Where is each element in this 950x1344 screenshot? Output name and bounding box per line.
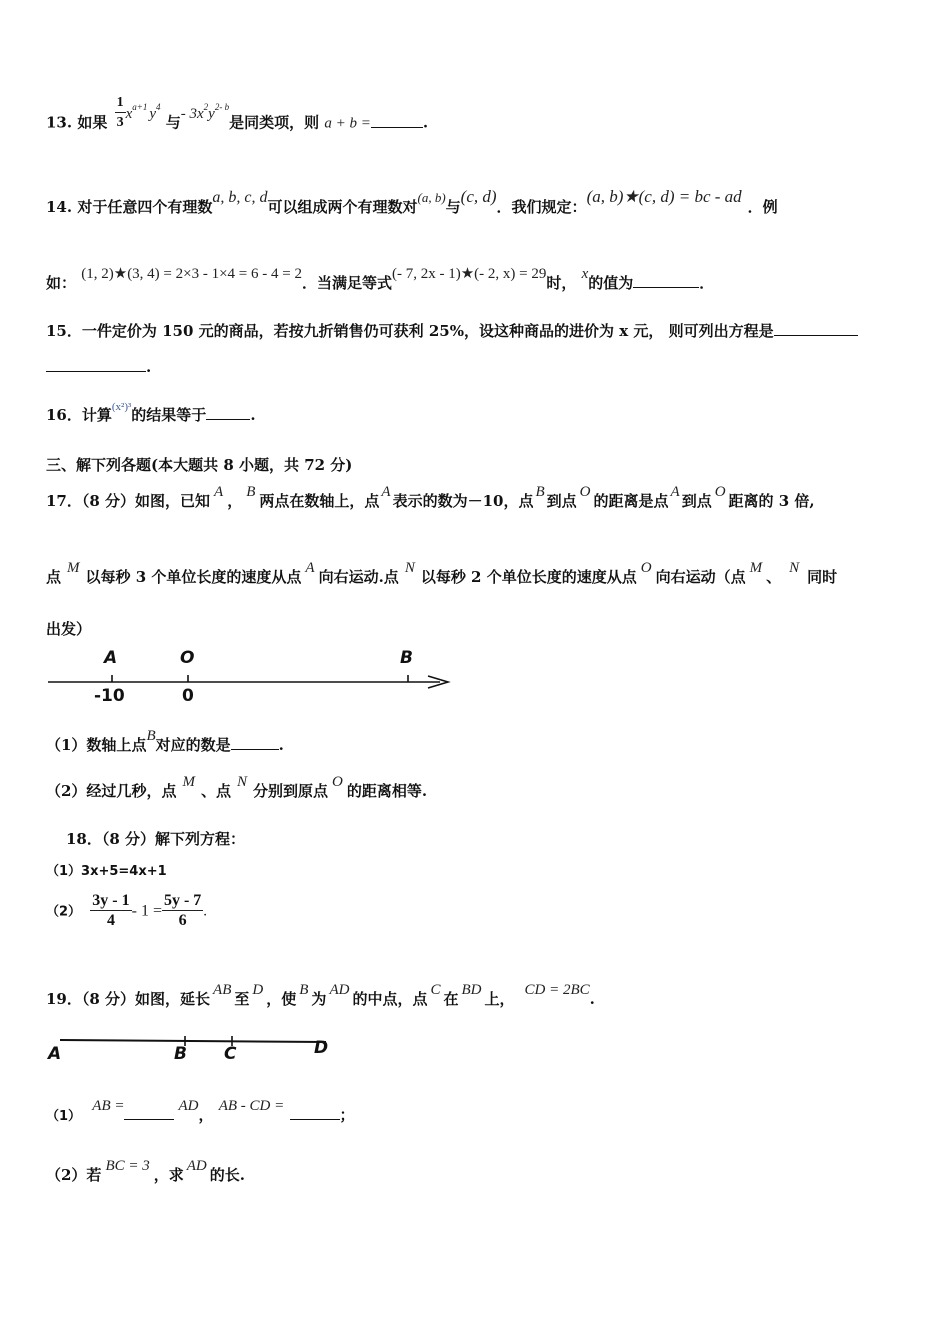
q19-AB: AB <box>213 982 232 998</box>
q14-text-4: ．我们规定： <box>496 198 587 216</box>
q17-text-12: 向右运动（点 <box>655 568 746 586</box>
q18-f1-den: 4 <box>106 912 115 929</box>
segment-label-d: D <box>314 1038 329 1058</box>
q17-B2: B <box>535 484 545 500</box>
q13-text-3: 是同类项，则 <box>229 113 320 132</box>
q17-text-2: 两点在数轴上，点 <box>259 492 380 510</box>
segment-svg <box>48 1030 348 1070</box>
q17-text-10: 向右运动.点 <box>318 568 399 586</box>
q19-text-8: . <box>589 990 595 1008</box>
segment-figure <box>48 1030 348 1070</box>
q17-text-3: 表示的数为－10，点 <box>392 492 534 510</box>
axis-label-b: B <box>400 648 413 668</box>
q19-text-1: 19．（8 分）如图，延长 <box>46 990 211 1008</box>
q13-x: $x^{a+1}$ <box>125 101 148 122</box>
q15-answer-blank-1[interactable] <box>774 334 858 336</box>
segment-label-c: C <box>224 1044 237 1064</box>
q17-p2-text-4: 的距离相等. <box>346 782 428 800</box>
q19-p1-blank-2[interactable] <box>290 1118 340 1120</box>
q19-BD: BD <box>461 982 482 998</box>
axis-label-a: A <box>104 648 118 668</box>
q17-p2-text-3: 分别到原点 <box>252 782 328 800</box>
q17-text-7: 距离的 3 倍, <box>728 492 815 510</box>
q17-text-9: 以每秒 3 个单位长度的速度从点 <box>85 568 302 586</box>
q19-p2-bc: BC = 3 <box>105 1158 150 1174</box>
q19-text-4: 为 <box>311 990 327 1008</box>
q17-comma: ， <box>227 492 243 510</box>
q19-AD: AD <box>329 982 350 998</box>
q17-text-13: 、 <box>766 568 782 586</box>
question-13 <box>46 95 429 143</box>
q14-text-9: 的值为 <box>588 274 634 292</box>
question-16 <box>46 401 256 425</box>
q13-answer-blank[interactable] <box>371 126 423 128</box>
q18-fraction-2 <box>162 892 203 931</box>
q14-text-7: ．当满足等式 <box>301 274 392 292</box>
q13-fraction <box>115 94 126 133</box>
question-15-line-2 <box>46 358 151 376</box>
q14-pair1: (a, b) <box>417 190 446 205</box>
q17-p2-text-2: 、点 <box>200 782 231 800</box>
q13-text-2: 与 <box>165 113 181 132</box>
q13-frac-den: 3 <box>116 115 124 130</box>
q17-text-4: 到点 <box>546 492 577 510</box>
question-17-line-2 <box>46 560 838 587</box>
question-19-part-2 <box>46 1158 245 1185</box>
q13-text-1: 如果 <box>77 113 108 132</box>
q16-text-1: 16．计算 <box>46 406 112 424</box>
q17-text-1: 17．（8 分）如图，已知 <box>46 492 211 510</box>
segment-label-a: A <box>48 1044 62 1064</box>
q19-B: B <box>299 982 309 998</box>
q14-end: ． <box>699 274 715 292</box>
q19-text-5: 的中点，点 <box>352 990 428 1008</box>
q19-text-7: 上， <box>484 990 515 1008</box>
q19-p1-e2: AB - CD = <box>218 1098 285 1114</box>
q19-p1-end: ； <box>339 1106 355 1124</box>
q17-O3: O <box>640 560 652 576</box>
q14-rule: (a, b)★(c, d) = bc - ad <box>586 187 742 206</box>
q13-term2: - $3x^2y^{2- b}$ <box>180 101 230 122</box>
q13-end: . <box>422 113 429 132</box>
q17-p2-M: M <box>182 774 195 790</box>
q14-text-1: 对于任意四个有理数 <box>77 198 213 216</box>
question-18-part-2 <box>46 892 207 931</box>
q18-f2-num: 5y - 7 <box>163 892 202 909</box>
question-17-line-1 <box>46 484 815 511</box>
q17-A3: A <box>670 484 680 500</box>
q17-p1-B: B <box>146 728 156 744</box>
question-15 <box>46 320 858 341</box>
q19-text-6: 在 <box>443 990 459 1008</box>
q14-text-5: ．例 <box>747 198 778 216</box>
question-14-line-2 <box>46 266 715 293</box>
question-17-part-2 <box>46 774 428 801</box>
q14-vars: a, b, c, d <box>212 189 268 206</box>
q17-p2-N: N <box>236 774 247 790</box>
q17-N: N <box>404 560 415 576</box>
q17-text-14: 同时 <box>807 568 838 586</box>
q13-y: $y^4$ <box>149 101 161 122</box>
q14-xvar: x <box>581 266 589 282</box>
q17-p1-end: . <box>278 736 284 754</box>
q14-text-8: 时， <box>546 274 577 292</box>
q17-p1-text-1: （1）数轴上点 <box>46 736 147 754</box>
q17-p1-answer-blank[interactable] <box>231 748 279 750</box>
q18-f2-den: 6 <box>178 912 187 929</box>
q16-expr: (x²)³ <box>111 401 132 413</box>
q18-p2-label: （2） <box>46 904 82 920</box>
q14-pair2: (c, d) <box>460 187 497 206</box>
q17-O: O <box>579 484 591 500</box>
q17-N2: N <box>789 560 800 576</box>
q19-p1-comma: ， <box>198 1106 214 1124</box>
q19-rel: CD = 2BC <box>524 982 590 998</box>
segment-ad <box>60 1040 326 1042</box>
q19-p2-text-3: 的长. <box>209 1166 245 1184</box>
q18-mid: - 1 = <box>131 902 162 920</box>
q14-example: (1, 2)★(3, 4) = 2×3 - 1×4 = 6 - 4 = 2 <box>81 266 302 282</box>
q16-end: . <box>250 406 256 424</box>
q17-text-5: 的距离是点 <box>593 492 669 510</box>
q15-text: 15．一件定价为 150 元的商品，若按九折销售仍可获利 25%，设这种商品的进价为 x 元， 则可列出方程是 <box>46 322 774 340</box>
q17-M2: M <box>749 560 763 576</box>
q17-p2-O: O <box>332 774 343 790</box>
q19-C: C <box>430 982 441 998</box>
q17-text-8: 点 <box>46 568 62 586</box>
axis-tick-label-o: 0 <box>182 686 194 706</box>
q18-fraction-1 <box>90 892 131 931</box>
question-17-part-1 <box>46 728 284 755</box>
q17-A4: A <box>305 560 315 576</box>
segment-label-b: B <box>174 1044 187 1064</box>
q14-number: 14. <box>46 198 73 216</box>
q14-answer-blank[interactable] <box>633 286 699 288</box>
q13-frac-num: 1 <box>115 94 126 113</box>
question-18-part-1 <box>46 860 167 879</box>
q17-A: A <box>214 484 224 500</box>
q17-text-11: 以每秒 2 个单位长度的速度从点 <box>420 568 637 586</box>
q13-expr: a + b = <box>324 115 371 132</box>
q16-answer-blank[interactable] <box>206 418 250 420</box>
q19-p1-ad: AD <box>178 1098 199 1114</box>
q16-text-2: 的结果等于 <box>131 406 207 424</box>
q18-f1-num: 3y - 1 <box>92 892 130 909</box>
q19-text-3: ，使 <box>266 990 297 1008</box>
question-18-title: 18．（8 分）解下列方程： <box>66 830 246 848</box>
q19-p2-text-2: ，求 <box>153 1166 184 1184</box>
q17-text-6: 到点 <box>681 492 712 510</box>
question-14-line-1 <box>46 187 778 217</box>
number-line-figure <box>44 646 464 706</box>
q19-D: D <box>252 982 264 998</box>
q17-M: M <box>67 560 80 576</box>
q18-p1-equation: 3x+5=4x+1 <box>81 864 167 879</box>
question-19 <box>46 982 595 1009</box>
q19-p2-ad: AD <box>186 1158 207 1174</box>
q14-text-2: 可以组成两个有理数对 <box>267 198 418 216</box>
axis-label-o: O <box>180 648 195 668</box>
q19-p1-blank-1[interactable] <box>124 1118 174 1120</box>
q13-number: 13. <box>46 113 73 132</box>
q17-p1-text-2: 对应的数是 <box>155 736 231 754</box>
q14-text-3: 与 <box>445 198 461 216</box>
q15-answer-blank-2[interactable] <box>46 370 146 372</box>
q18-end: . <box>203 903 208 920</box>
q19-text-2: 至 <box>234 990 250 1008</box>
q18-p1-label: （1） <box>46 864 82 879</box>
question-19-part-1 <box>46 1098 355 1125</box>
q17-A2: A <box>381 484 391 500</box>
q17-O2: O <box>714 484 726 500</box>
q17-p2-text-1: （2）经过几秒，点 <box>46 782 177 800</box>
q19-p2-text-1: （2）若 <box>46 1166 102 1184</box>
axis-tick-label-a: -10 <box>94 686 125 706</box>
q15-end: . <box>146 358 152 376</box>
q19-p1-e1: AB = <box>92 1098 125 1114</box>
section-3-heading: 三、解下列各题(本大题共 8 小题，共 72 分) <box>46 456 353 474</box>
q19-p1-label: （1） <box>46 1109 82 1124</box>
q14-equation: (- 7, 2x - 1)★(- 2, x) = 29 <box>391 266 547 282</box>
q17-B: B <box>246 484 256 500</box>
q14-text-6: 如： <box>46 274 77 292</box>
question-17-line-3: 出发） <box>46 620 92 638</box>
